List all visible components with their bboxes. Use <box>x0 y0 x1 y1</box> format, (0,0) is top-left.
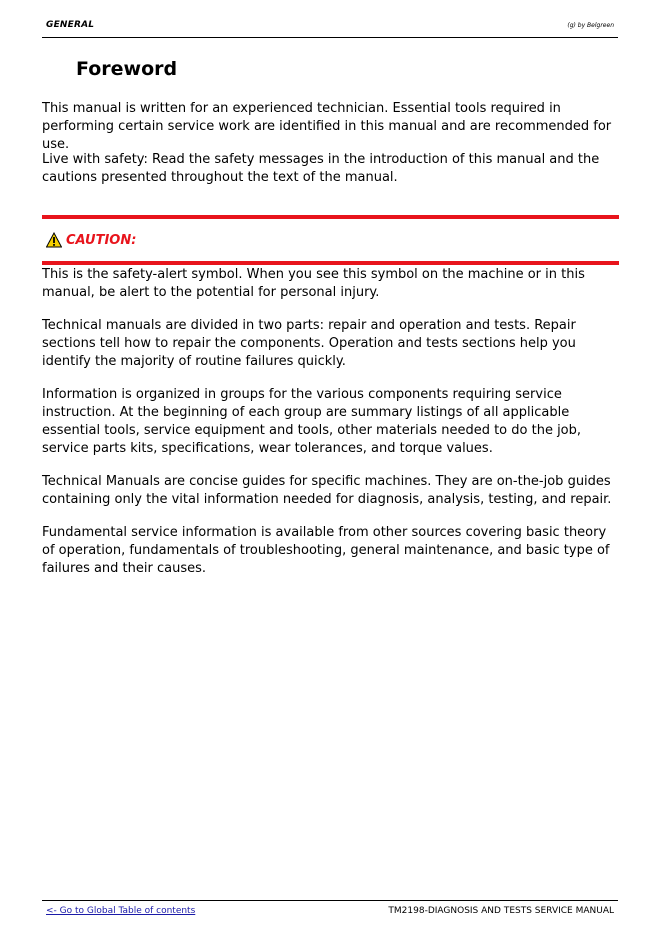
body-paragraph-1: This is the safety-alert symbol. When you see this symbol on the machine or in this manual, be alert to the potential for personal injury. <box>42 267 585 300</box>
caution-top-rule <box>42 215 619 219</box>
body-paragraph-2: Technical manuals are divided in two parts: repair and operation and tests. Repair sections tell how to repair the components. Operation and tests sections help you identify the majority of routine failures quickly. <box>42 318 576 369</box>
body-paragraph-4: Technical Manuals are concise guides for specific machines. They are on-the-job guides containing only the vital information needed for diagnosis, analysis, testing, and repair. <box>42 474 612 507</box>
intro-paragraph-2: Live with safety: Read the safety messages in the introduction of this manual and the cautions presented throughout the text of the manual. <box>42 152 600 185</box>
caution-heading <box>46 231 136 249</box>
intro-paragraph-1: This manual is written for an experienced technician. Essential tools required in performing certain service work are identified in this manual and are recommended for use. <box>42 101 612 152</box>
section-label: GENERAL <box>46 20 95 30</box>
body-paragraph-3: Information is organized in groups for the various components requiring service instruction. At the beginning of each group are summary listings of all applicable essential tools, service equipment and tools, other materials needed to do the job, service parts kits, specifications, wear tolerances, and torque values. <box>42 387 582 456</box>
manual-name: TM2198-DIAGNOSIS AND TESTS SERVICE MANUAL <box>388 906 614 916</box>
warning-triangle-icon <box>46 232 62 248</box>
page-title: Foreword <box>76 58 178 80</box>
header-credit: (g) by Belgreen <box>567 22 614 29</box>
body-paragraph-5: Fundamental service information is available from other sources covering basic theory of operation, fundamentals of troubleshooting, general maintenance, and basic type of failures and their causes. <box>42 525 610 576</box>
page-footer <box>42 900 618 921</box>
global-toc-link[interactable]: <- Go to Global Table of contents <box>46 906 196 916</box>
caution-label: CAUTION: <box>66 232 137 248</box>
page-header <box>42 19 618 38</box>
caution-bottom-rule <box>42 261 619 265</box>
